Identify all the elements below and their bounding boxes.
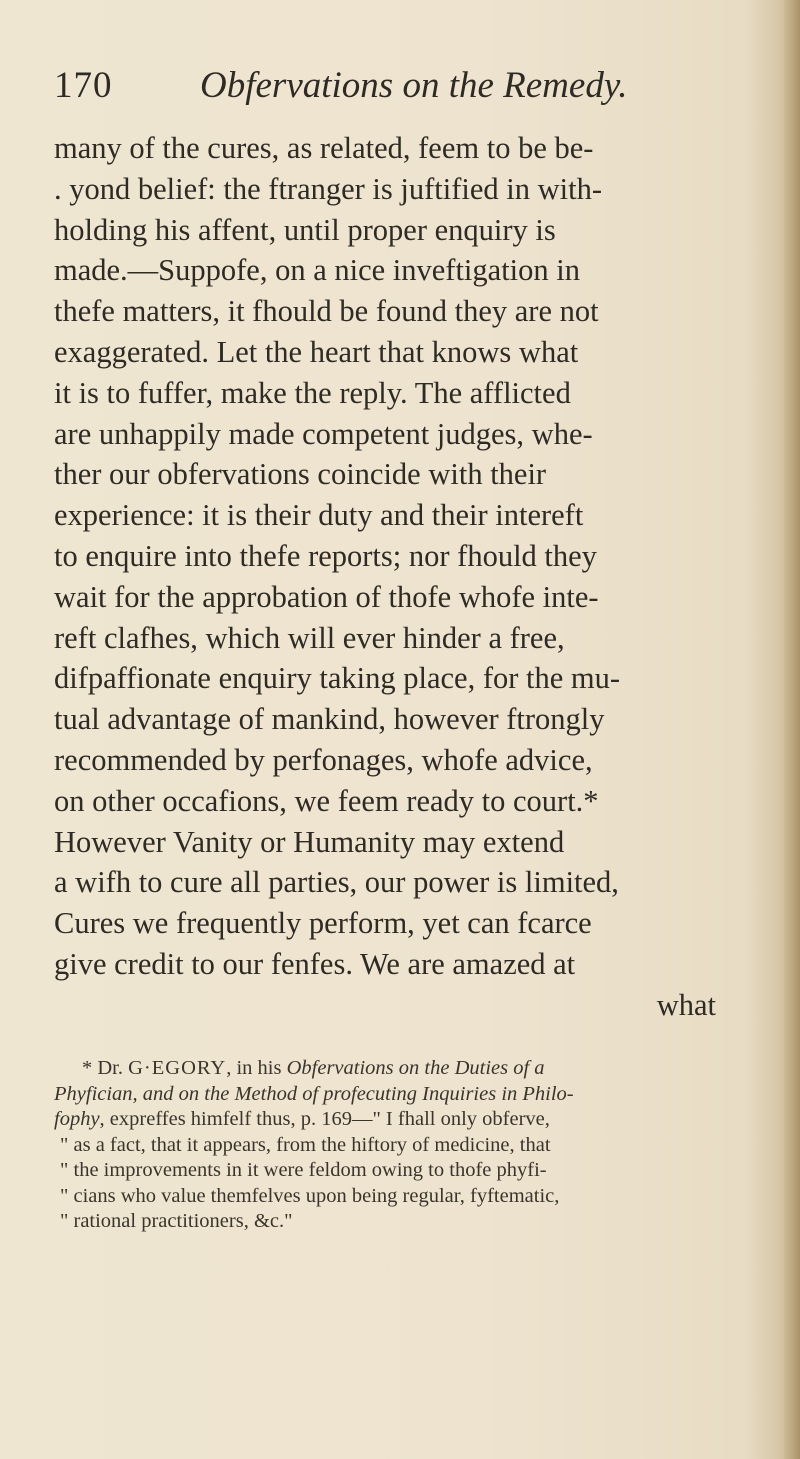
footnote-line: " cians who value themfelves upon being regular, fyftematic, bbox=[60, 1184, 560, 1207]
text-line: tual advantage of mankind, however ftrongly bbox=[54, 702, 605, 737]
text-line: experience: it is their duty and their intereft bbox=[54, 498, 584, 533]
text-line: difpaffionate enquiry taking place, for the mu- bbox=[54, 661, 621, 696]
text-line: a wifh to cure all parties, our power is limited, bbox=[54, 865, 619, 900]
text-line: . yond belief: the ftranger is juftified in with- bbox=[54, 171, 603, 206]
text-line: are unhappily made competent judges, whe- bbox=[54, 416, 593, 451]
text-line: thefe matters, it fhould be found they are not bbox=[54, 294, 599, 329]
page-edge bbox=[784, 0, 800, 1459]
text-line: However Vanity or Humanity may extend bbox=[54, 824, 565, 859]
text-line: Cures we frequently perform, yet can fcarce bbox=[54, 906, 592, 941]
text-line: many of the cures, as related, feem to be be- bbox=[54, 131, 594, 165]
footnote bbox=[54, 1056, 778, 1235]
footnote-marker: * Dr. bbox=[82, 1057, 129, 1079]
running-head: Obfervations on the Remedy. bbox=[200, 65, 628, 106]
footnote-line bbox=[54, 1056, 778, 1082]
page-header bbox=[54, 64, 754, 114]
text-line: give credit to our fenfes. We are amazed at bbox=[54, 946, 576, 981]
text-line: made.—Suppofe, on a nice inveftigation in bbox=[54, 253, 580, 288]
footnote-book-title: Obfervations on the Duties of a bbox=[286, 1057, 545, 1079]
body-text bbox=[54, 128, 774, 1026]
footnote-book-title: fophy bbox=[54, 1108, 100, 1130]
footnote-line: " the improvements in it were feldom owing to thofe phyfi- bbox=[60, 1159, 547, 1181]
catchword: what bbox=[656, 987, 716, 1022]
footnote-text: , expreffes himfelf thus, p. 169—" I fhall only obferve, bbox=[99, 1108, 550, 1130]
text-line: wait for the approbation of thofe whofe inte- bbox=[54, 579, 599, 614]
text-line: ther our obfervations coincide with their bbox=[54, 457, 547, 492]
footnote-line: " as a fact, that it appears, from the hiftory of medicine, that bbox=[60, 1133, 551, 1156]
footnote-line bbox=[54, 1082, 778, 1108]
text-line: it is to fuffer, make the reply. The afflicted bbox=[54, 375, 571, 410]
text-line: exaggerated. Let the heart that knows what bbox=[54, 334, 579, 369]
text-line: on other occafions, we feem ready to court.* bbox=[54, 783, 599, 818]
text-line: recommended by perfonages, whofe advice, bbox=[54, 742, 593, 777]
text-line: to enquire into thefe reports; nor fhould they bbox=[54, 538, 597, 573]
text-line: holding his affent, until proper enquiry is bbox=[54, 212, 556, 247]
footnote-line bbox=[54, 1107, 778, 1133]
text-line: reft clafhes, which will ever hinder a free, bbox=[54, 620, 565, 655]
footnote-book-title: Phyfician, and on the Method of profecuting Inquiries in Philo- bbox=[54, 1082, 574, 1105]
footnote-line: " rational practitioners, &c." bbox=[60, 1210, 293, 1232]
footnote-author: G·EGORY bbox=[128, 1057, 227, 1079]
footnote-text: , in his bbox=[226, 1057, 287, 1079]
page-number: 170 bbox=[54, 65, 113, 106]
